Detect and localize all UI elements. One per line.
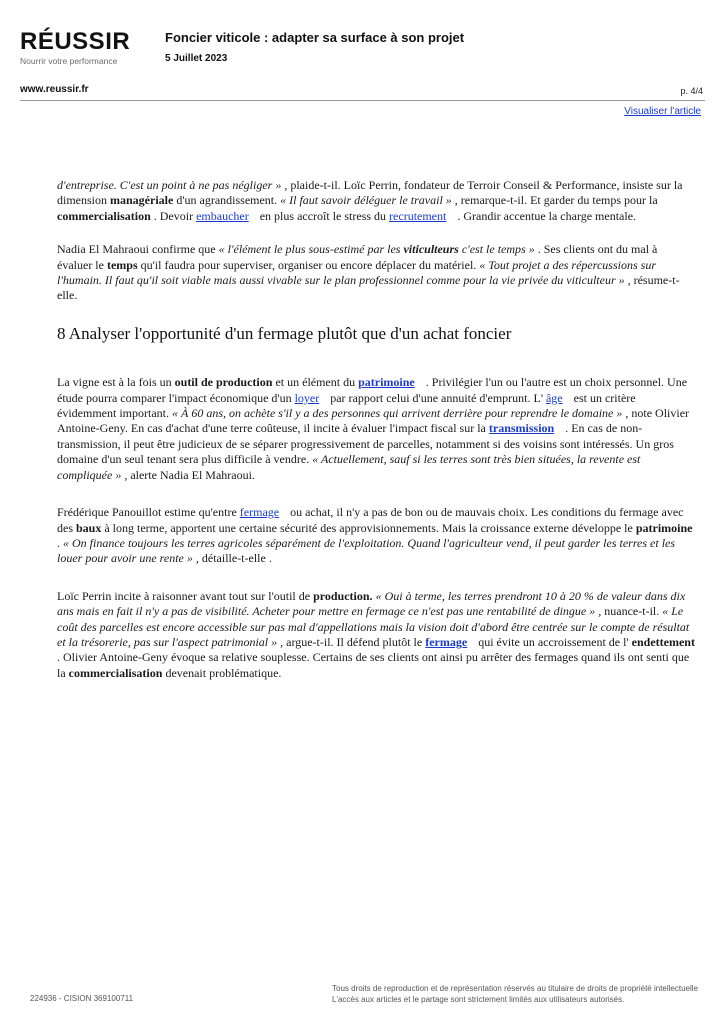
- body-text: La vigne est à la fois un: [57, 375, 175, 390]
- keyword-link-fermage-2[interactable]: fermage: [425, 634, 468, 649]
- body-text: plaide-t-il. Loïc Perrin, fondateur de Terroir Conseil & Performance, insiste sur la dimension: [57, 178, 683, 208]
- logo-wordmark: RÉUSSIR: [20, 28, 131, 55]
- keyword-link-recrutement[interactable]: recrutement: [389, 208, 447, 223]
- quote-text: d'entreprise. C'est un point à ne pas négliger » ,: [57, 178, 288, 192]
- body-text: d'un agrandissement.: [173, 193, 281, 208]
- page-header: [0, 0, 725, 125]
- body-text: . Devoir: [150, 208, 197, 223]
- rights-line-2: L'accès aux articles et le partage sont strictement limités aux utilisateurs autorisés.: [332, 995, 625, 1004]
- keyword-bold: managériale: [110, 193, 174, 208]
- header-divider: [20, 100, 705, 101]
- footer-document-id: 224936 - CISION 369100711: [30, 994, 134, 1003]
- body-text: argue-t-il. Il défend plutôt le: [283, 634, 426, 649]
- body-text: . Privilégier l'un ou l'autre est un choix personnel. Une étude pourra comparer l'impact économique d'un: [57, 375, 688, 405]
- keyword-link-transmission[interactable]: transmission: [488, 421, 555, 436]
- body-text: à long terme, apportent une certaine sécurité des approvisionnements. Mais la croissance externe développe le: [101, 520, 636, 535]
- keyword-link-fermage[interactable]: fermage: [239, 505, 280, 520]
- body-text: . En cas de non-transmission, il peut être judicieux de se séparer progressivement de parcelles, notamment si des voisins sont intéressés. Un gros domaine d'un seul tenant sera plus difficile à vendre.: [57, 421, 674, 467]
- view-article-link[interactable]: Visualiser l'article: [624, 106, 701, 117]
- body-text: par rapport celui d'une annuité d'emprunt. L': [327, 390, 546, 405]
- keyword-bold: patrimoine: [635, 520, 693, 535]
- quote-text: « Actuellement, sauf si les terres sont très bien situées, la revente est compliquée » ,: [57, 452, 641, 482]
- quote-text: « À 60 ans, on achète s'il y a des personnes qui arrivent derrière pour reprendre le domaine » ,: [171, 406, 629, 421]
- quote-text: « l'élément le plus sous-estimé par les: [218, 242, 404, 257]
- body-text: Frédérique Panouillot estime qu'entre: [57, 505, 240, 520]
- logo-tagline: Nourrir votre performance: [20, 56, 118, 66]
- body-text: détaille-t-elle .: [198, 551, 272, 566]
- body-text: est un critère évidemment important.: [57, 390, 636, 421]
- body-text: , remarque-t-il. Et garder du temps pour la: [451, 193, 658, 208]
- keyword-bold: commercialisation: [57, 208, 151, 223]
- article-body: [57, 178, 695, 699]
- keyword-bold: endettement: [631, 634, 695, 649]
- section-heading: 8 Analyser l'opportunité d'un fermage plutôt que d'un achat foncier: [57, 323, 512, 343]
- body-text: Loïc Perrin incite à raisonner avant tout sur l'outil de: [57, 588, 314, 603]
- body-text: qu'il faudra pour superviser, organiser ou encore déplacer du matériel.: [137, 257, 480, 272]
- body-text: . Grandir accentue la charge mentale.: [454, 208, 637, 223]
- keyword-bold: temps: [106, 257, 138, 272]
- article-title: Foncier viticole : adapter sa surface à son projet: [165, 30, 465, 45]
- page-footer: [0, 980, 725, 1024]
- keyword-bold: viticulteurs: [403, 242, 459, 257]
- body-text: devenait problématique.: [162, 665, 282, 680]
- paragraph-2: [57, 242, 695, 304]
- article-date: 5 Juillet 2023: [165, 53, 228, 64]
- body-text: . Ses clients ont du mal à évaluer le: [57, 242, 658, 272]
- body-text: en plus accroît le stress du: [256, 208, 390, 223]
- quote-text: « Oui à terme, les terres prendront 10 à 20 % de valeur dans dix ans mais en fait il n'y a pas de visibilité. Acheter pour mettre en fermage ce n'est pas une rentabilité de dingue » ,: [57, 588, 686, 619]
- paragraph-5: [57, 589, 695, 681]
- paragraph-1: [57, 178, 695, 224]
- body-text: note Olivier Antoine-Geny. En cas d'achat d'une terre coûteuse, il incite à évaluer l'impact fiscal sur la: [57, 406, 690, 436]
- keyword-bold: commercialisation: [68, 665, 163, 680]
- site-url: www.reussir.fr: [20, 84, 89, 95]
- page-number: p. 4/4: [680, 86, 703, 96]
- keyword-link-age[interactable]: âge: [545, 390, 563, 405]
- keyword-link-embaucher[interactable]: embaucher: [196, 208, 249, 223]
- body-text: qui évite un accroissement de l': [475, 634, 632, 649]
- body-text: Nadia El Mahraoui confirme que: [57, 242, 219, 257]
- body-text: alerte Nadia El Mahraoui.: [127, 467, 255, 482]
- quote-text: « Le coût des parcelles est encore accessible sur pas mal d'appellations mais la vision doit d'abord être centrée sur le compte de résultat et la trésorerie, pas sur l'aspect patrimonial » ,: [57, 604, 690, 649]
- paragraph-3: [57, 375, 695, 483]
- keyword-link-patrimoine[interactable]: patrimoine: [358, 375, 415, 390]
- body-text: . Olivier Antoine-Geny évoque sa relative souplesse. Certains de ses clients ont ainsi pu arrêter des fermages quand ils ont senti que la: [57, 650, 690, 680]
- body-text: nuance-t-il.: [601, 604, 663, 619]
- reussir-logo: [20, 30, 135, 66]
- keyword-link-loyer[interactable]: loyer: [294, 390, 320, 405]
- quote-text: c'est le temps »: [458, 242, 535, 257]
- footer-rights-notice: [332, 983, 702, 1005]
- body-text: et un élément du: [272, 375, 359, 390]
- paragraph-4: [57, 505, 695, 567]
- body-text: résume-t-elle.: [57, 273, 680, 303]
- quote-text: « Tout projet a des répercussions sur l'humain. Il faut qu'il soit viable mais aussi vivable sur le plan professionnel comme pour la vie privée du viticulteur » ,: [57, 257, 656, 288]
- keyword-bold: production.: [313, 588, 373, 603]
- body-text: ou achat, il n'y a pas de bon ou de mauvais choix. Les conditions du fermage avec des: [57, 505, 684, 535]
- rights-line-1: Tous droits de reproduction et de représentation réservés au titulaire de droits de propriété intellectuelle: [332, 984, 698, 993]
- keyword-bold: outil de production: [174, 375, 273, 390]
- body-text: .: [57, 535, 63, 550]
- quote-text: « On finance toujours les terres agricoles séparément de l'exploitation. Quand l'agriculteur vend, il peut garder les terres et les louer pour avoir une rente » ,: [57, 535, 676, 566]
- keyword-bold: baux: [76, 520, 102, 535]
- quote-text: « Il faut savoir déléguer le travail »: [280, 193, 452, 208]
